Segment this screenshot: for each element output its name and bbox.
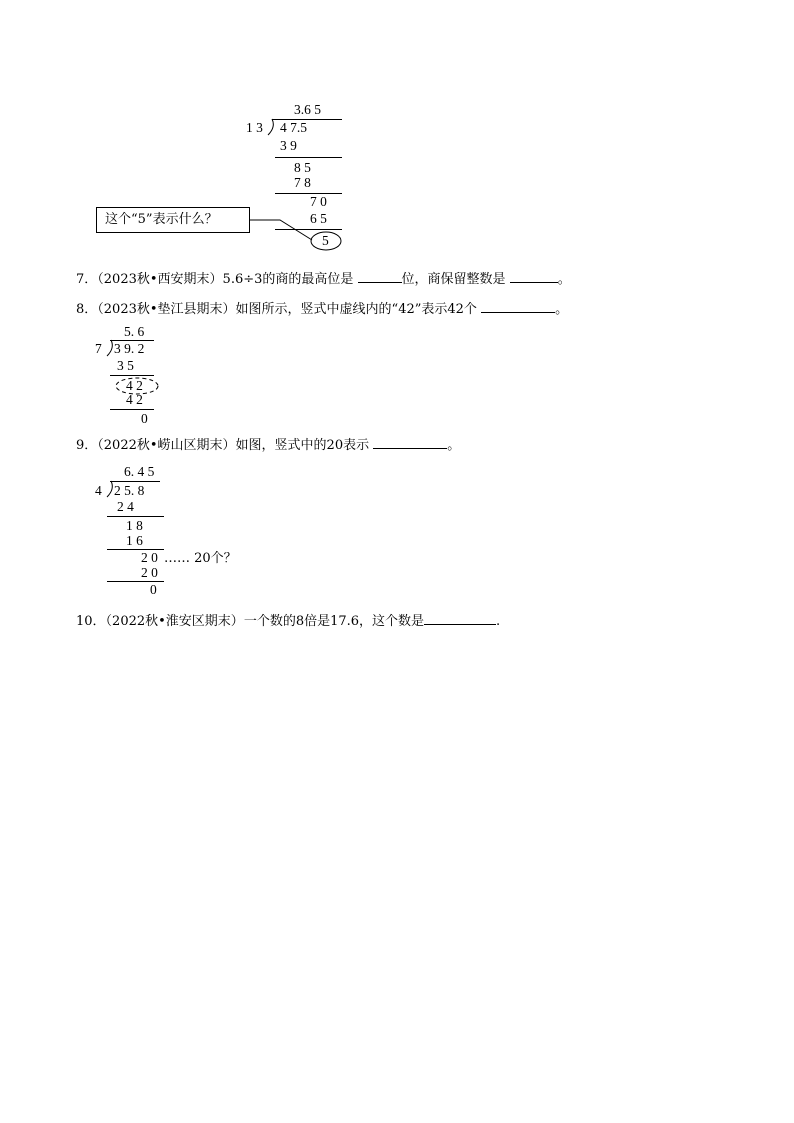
quotient: 3.6 5 — [294, 102, 321, 117]
step-line: 7 0 — [310, 194, 327, 209]
callout-box — [96, 207, 250, 233]
division-bracket — [266, 118, 276, 136]
callout-text: 这个“5”表示什么？ — [105, 212, 218, 227]
dividend: 2 5. 8 — [114, 483, 145, 498]
step-line: 2 0 — [141, 550, 158, 565]
answer-blank[interactable] — [424, 612, 496, 625]
step-line: 8 5 — [294, 160, 311, 175]
vinculum — [110, 481, 160, 482]
question-text: 。 — [555, 302, 569, 317]
question-text: 如图，竖式中的20表示 — [235, 438, 370, 453]
step-line: 3 9 — [280, 138, 297, 153]
question-text: 5.6÷3的商的最高位是 — [222, 272, 354, 287]
question-text: 如图所示，竖式中虚线内的“42”表示42个 — [235, 302, 477, 317]
question-source: （2023秋•垫江县期末） — [97, 302, 236, 317]
answer-blank[interactable] — [373, 436, 447, 449]
step-line: 2 4 — [117, 499, 134, 514]
callout-leader — [250, 218, 320, 246]
question-text: 位，商保留整数是 — [401, 272, 506, 287]
question-number: 8． — [76, 302, 98, 317]
divisor: 4 — [95, 483, 102, 498]
step-line: 3 5 — [117, 358, 134, 373]
step-line: 0 — [150, 582, 157, 597]
question-9 — [76, 436, 460, 454]
remainder: 5 — [322, 233, 329, 248]
question-number: 10． — [76, 614, 106, 629]
quotient: 5. 6 — [124, 324, 145, 339]
step-line: 6 5 — [310, 211, 327, 226]
step-line: 0 — [141, 411, 148, 426]
question-8 — [76, 300, 568, 318]
answer-blank[interactable] — [510, 270, 558, 283]
question-source: （2022秋•淮安区期末） — [105, 614, 244, 629]
question-text: 。 — [557, 272, 571, 287]
step-line: 4 2 — [126, 392, 143, 407]
answer-blank[interactable] — [481, 300, 555, 313]
question-source: （2022秋•崂山区期末） — [97, 438, 236, 453]
step-line: 1 6 — [126, 533, 143, 548]
step-line: 1 8 — [126, 518, 143, 533]
step-rule — [110, 409, 154, 410]
step-line: 7 8 — [294, 175, 311, 190]
question-text: 。 — [447, 438, 461, 453]
question-text: 一个数的8倍是17.6，这个数是 — [243, 614, 425, 629]
question-10 — [76, 612, 500, 630]
question-text: . — [496, 614, 501, 629]
step-line: 2 0 — [141, 565, 158, 580]
annotation: …… 20个？ — [164, 551, 237, 566]
question-number: 7． — [76, 272, 98, 287]
question-source: （2023秋•西安期末） — [97, 272, 223, 287]
question-7 — [76, 270, 571, 288]
answer-blank[interactable] — [358, 270, 402, 283]
divisor: 1 3 — [246, 120, 263, 135]
divisor: 7 — [95, 341, 102, 356]
step-rule — [275, 193, 342, 194]
question-number: 9． — [76, 438, 98, 453]
dividend: 4 7.5 — [280, 120, 307, 135]
dividend: 3 9. 2 — [114, 341, 145, 356]
step-rule — [107, 516, 164, 517]
step-rule — [275, 157, 342, 158]
step-line: 4 2 — [126, 378, 143, 393]
quotient: 6. 4 5 — [124, 464, 155, 479]
